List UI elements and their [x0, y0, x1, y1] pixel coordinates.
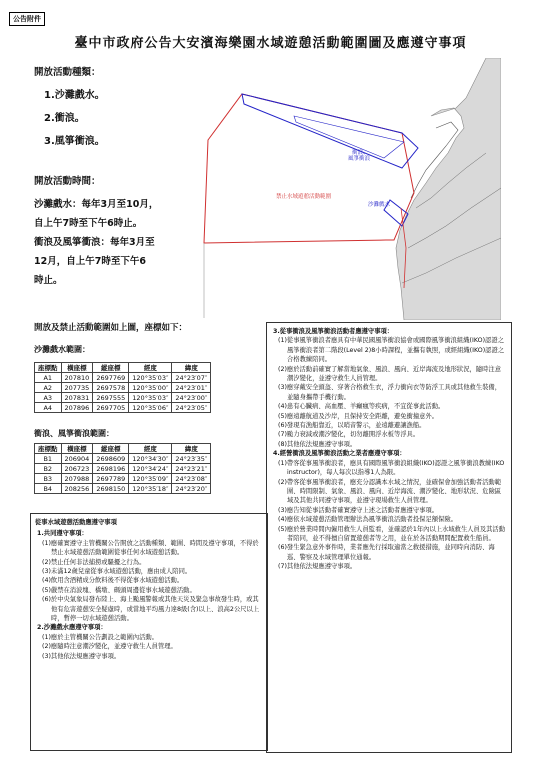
- rule-item: (2)應隨時注意潮汐變化，並遵守救生人員管理。: [42, 643, 177, 651]
- cell: 120°35′06″: [129, 403, 172, 413]
- table-header-row: [35, 363, 211, 373]
- rules-subheading: 1.共同遵守事項：: [37, 530, 88, 538]
- col-header: 座標點: [35, 363, 62, 373]
- activity-item: 3.風箏衝浪。: [44, 136, 105, 147]
- forbidden-label: 禁止水域遊憩活動範圍: [276, 194, 332, 200]
- beach-section-title: 沙灘戲水範圍：: [34, 345, 90, 354]
- rule-item: (3)未滿12歲兒童從事水域遊憩活動，應由成人陪同。: [42, 568, 192, 576]
- rule-item: (5)應遠離航道及沙岸，且保持安全距離，避免衝撞意外。: [278, 412, 439, 420]
- rule-item: (6)發現有漁船靠近，以哨音警示，並遠離避讓漁船。: [278, 422, 426, 430]
- cell: 24°23′01″: [172, 383, 211, 393]
- surf-section-title: 衝浪、風箏衝浪範圍：: [34, 429, 114, 438]
- cell: A2: [35, 383, 62, 393]
- table-row: [35, 373, 211, 383]
- cell: B3: [35, 474, 62, 484]
- rule-item: (1)從事風箏衝浪者應具有中華民國風箏衝浪協會或國際風箏衝浪組織(IKO)認證之風箏衝浪者第二階段(Level 2)8小時課程，並攜有執照，或經組織(IKO)認證之合格教練陪同。: [278, 337, 505, 364]
- time-line: 沙灘戲水：每年3月至10月，: [34, 199, 159, 210]
- rules-box-right: [266, 322, 512, 753]
- cell: B1: [35, 454, 62, 464]
- cell: 207988: [61, 474, 93, 484]
- cell: 2697705: [93, 403, 129, 413]
- cell: 2698196: [93, 464, 129, 474]
- col-header: 緯度: [172, 363, 211, 373]
- cell: 24°23′20″: [172, 484, 211, 494]
- time-heading: 開放活動時間：: [34, 176, 101, 187]
- rule-item: (6)發生緊急意外事件時，業者應先行採取適當之救援措施，並同時向消防、海巡、警察及水域管理單位通報。: [278, 544, 495, 561]
- cell: 24°23′21″: [172, 464, 211, 474]
- cell: A4: [35, 403, 62, 413]
- cell: 120°35′09″: [129, 474, 172, 484]
- cell: 120°34′24″: [129, 464, 172, 474]
- rule-item: (2)應於活動前確實了解當地氣象、風浪、風向、近岸海流及地形狀況，隨時注意潮汐變化，並遵守救生人員管理。: [278, 365, 502, 383]
- col-header: 經度: [129, 363, 172, 373]
- rule-item: (3)應穿戴安全頭盔、穿著合格救生衣，浮力衝向衣等防浮工具或其他救生裝備，並隨身攜帶手機行動。: [278, 384, 502, 401]
- cell: 2698609: [93, 454, 129, 464]
- rule-item: (5)應於營業時間內僱用救生人員監看，並確認於1年內以上水域救生人員及其活動者陪同，並不得擅自留置遊憩者等之用，並在於各活動期間配置救生船員。: [278, 525, 506, 542]
- activity-area-map: [186, 58, 501, 320]
- time-line: 衝浪及風箏衝浪：每年3月至: [34, 237, 155, 248]
- cell: 2698150: [93, 484, 129, 494]
- table-row: [35, 403, 211, 413]
- rule-item: (2)帶客從事風箏衝浪者，應充分認識本水域之情況，並確保會加強活動者活動範圍、時間限制、氣象、風浪、風向、近岸海流、潮汐變化、地形狀況、危險區域及其他共同遵守事項，並遵守現場救生人員管理。: [278, 478, 502, 505]
- cell: 207810: [61, 373, 93, 383]
- cell: 208256: [61, 484, 93, 494]
- cell: 207735: [61, 383, 93, 393]
- rule-item: (5)嚴禁在消波塊、橋墩、碼頭周邊從事水域遊憩活動。: [42, 586, 196, 594]
- cell: 120°35′03″: [129, 393, 172, 403]
- activity-item: 2.衝浪。: [44, 113, 85, 124]
- cell: 2697769: [93, 373, 129, 383]
- cell: B4: [35, 484, 62, 494]
- cell: 120°35′18″: [129, 484, 172, 494]
- cell: B2: [35, 464, 62, 474]
- cell: 24°23′07″: [172, 373, 211, 383]
- table-row: [35, 383, 211, 393]
- cell: 206723: [61, 464, 93, 474]
- time-line: 12月，自上午7時至下午6: [34, 256, 146, 267]
- beach-coords-table: [34, 362, 211, 413]
- rule-item: (3)應告知從事活動者確實遵守上述之活動者應遵守事項。: [278, 506, 439, 514]
- cell: 2697789: [93, 474, 129, 484]
- announcement-tag: 公告附件: [9, 12, 45, 26]
- col-header: 橫座標: [61, 444, 93, 454]
- rule-item: (4)患有心臟病、高血壓、羊癲瘋等疾病，不宜從事此活動。: [278, 403, 445, 411]
- cell: A3: [35, 393, 62, 403]
- col-header: 座標點: [35, 444, 62, 454]
- time-line: 時止。: [34, 275, 63, 286]
- rule-item: (2)禁止任何非法捕撈或騷擾之行為。: [42, 558, 146, 566]
- col-header: 經度: [129, 444, 172, 454]
- cell: 206904: [61, 454, 93, 464]
- page-title: 臺中市政府公告大安濱海樂園水域遊憩活動範圍圖及應遵守事項: [74, 36, 467, 51]
- rule-item: (1)應於主管機關公告劃設之範圍內活動。: [42, 633, 158, 641]
- table-row: [35, 484, 211, 494]
- activity-item: 1.沙灘戲水。: [44, 90, 105, 101]
- rule-item: (1)應確實遵守主管機關公告開放之活動種類、範圍、時間及遵守事項，不得於禁止水域遊憩活動範圍從事任何水域遊憩活動。: [42, 539, 259, 557]
- surf-coords-table: [34, 443, 211, 494]
- activities-heading: 開放活動種類：: [34, 67, 101, 78]
- activity-info: [34, 64, 209, 290]
- cell: 120°35′00″: [129, 383, 172, 393]
- rule-item: (7)其他依法規應遵守事項。: [278, 563, 357, 571]
- surf-label: 衝浪、 風箏衝浪: [348, 150, 371, 162]
- rule-item: (7)颱力衰減或潮汐變化，切勿離開浮水板等浮具。: [278, 431, 420, 439]
- rule-item: (4)應依水域遊憩活動管理辦法為風箏衝浪活動者投保足額保險。: [278, 516, 457, 524]
- table-row: [35, 464, 211, 474]
- beach-label: 沙灘戲水: [368, 202, 391, 208]
- cell: 24°23′00″: [172, 393, 211, 403]
- cell: 2697555: [93, 393, 129, 403]
- col-header: 縱座標: [93, 444, 129, 454]
- rule-item: (6)於中央氣象局發布陸上、海上颱風警報或其他天災及緊急事故發生時，或其他有危害遊憩安全疑慮時，或當地平均風力達8級(含)以上、浪高2公尺以上時，暫停一切水域遊憩活動。: [42, 596, 260, 623]
- rules-subheading: 4.經營衝浪及風箏衝浪活動之業者應遵守事項：: [273, 450, 406, 458]
- rule-item: (8)其他依法規應遵守事項。: [278, 440, 357, 448]
- rule-item: (1)帶客從事風箏衝浪者，應具有國際風箏衝浪組織(IKO)認證之風箏衝浪教練(IKO instructor)，每人每次以指導1人為限。: [278, 459, 505, 477]
- rules-heading: 從事水域遊憩活動應遵守事項: [35, 519, 117, 526]
- col-header: 橫座標: [61, 363, 93, 373]
- cell: 120°34′30″: [129, 454, 172, 464]
- rule-item: (3)其他依法規應遵守事項。: [42, 652, 121, 660]
- cell: 2697578: [93, 383, 129, 393]
- rules-box-left: [30, 513, 268, 751]
- table-row: [35, 454, 211, 464]
- rule-item: (4)飲用含酒精成分飲料後不得從事水域遊憩活動。: [42, 577, 184, 585]
- table-row: [35, 393, 211, 403]
- cell: 24°23′05″: [172, 403, 211, 413]
- rules-subheading: 3.從事衝浪及風箏衝浪活動者應遵守事項：: [273, 328, 394, 335]
- col-header: 縱座標: [93, 363, 129, 373]
- cell: 24°23′35″: [172, 454, 211, 464]
- cell: 24°23′08″: [172, 474, 211, 484]
- col-header: 緯度: [172, 444, 211, 454]
- table-header-row: [35, 444, 211, 454]
- rules-subheading: 2.沙灘戲水應遵守事項：: [37, 624, 107, 632]
- time-line: 自上午7時至下午6時止。: [34, 218, 143, 229]
- table-row: [35, 474, 211, 484]
- cell: 207896: [61, 403, 93, 413]
- cell: 120°35′03″: [129, 373, 172, 383]
- open-note: 開放及禁止活動範圍如上圖，座標如下：: [34, 323, 188, 333]
- cell: 207831: [61, 393, 93, 403]
- cell: A1: [35, 373, 62, 383]
